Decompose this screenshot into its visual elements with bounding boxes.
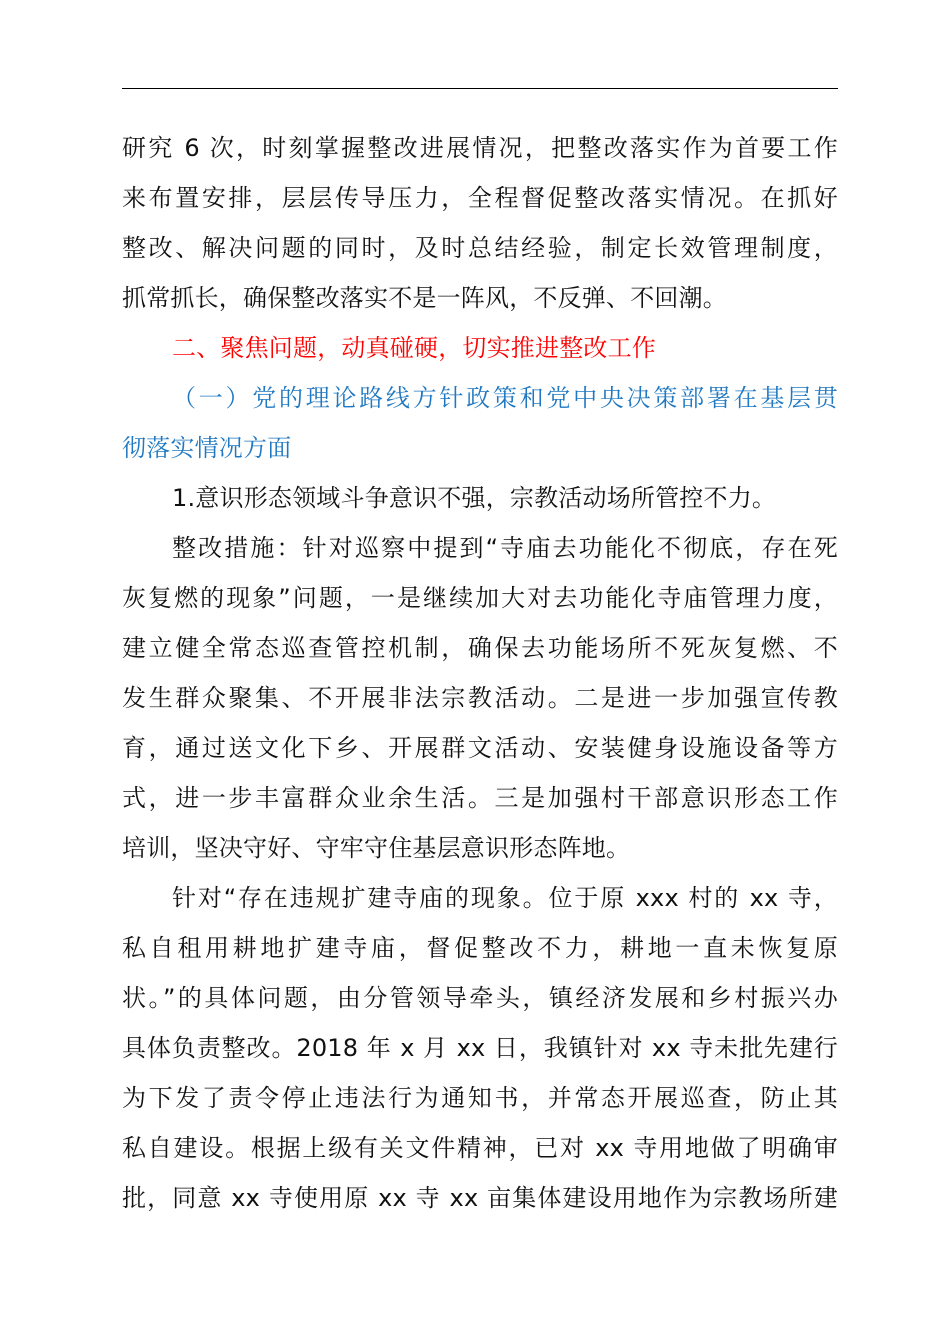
document-body <box>122 123 838 1223</box>
measures-line: 育，通过送文化下乡、开展群文活动、安装健身设施设备等方 <box>122 734 838 762</box>
body-line: 整改、解决问题的同时，及时总结经验，制定长效管理制度， <box>122 234 838 262</box>
body-line: 抓常抓长，确保整改落实不是一阵风，不反弹、不回潮。 <box>122 284 727 312</box>
body-line: 来布置安排，层层传导压力，全程督促整改落实情况。在抓好 <box>122 184 838 212</box>
header-rule <box>122 88 838 89</box>
case-line: 针对“存在违规扩建寺庙的现象。位于原 xxx 村的 xx 寺， <box>172 884 838 912</box>
case-line: 私自租用耕地扩建寺庙，督促整改不力，耕地一直未恢复原 <box>122 934 838 962</box>
case-line: 状。”的具体问题，由分管领导牵头，镇经济发展和乡村振兴办 <box>122 984 838 1012</box>
measures-line: 建立健全常态巡查管控机制，确保去功能场所不死灰复燃、不 <box>122 634 838 662</box>
measures-line: 式，进一步丰富群众业余生活。三是加强村干部意识形态工作 <box>122 784 838 812</box>
measures-line: 发生群众聚集、不开展非法宗教活动。二是进一步加强宣传教 <box>122 684 838 712</box>
subsection-heading-line: 彻落实情况方面 <box>122 434 292 462</box>
item-title: 1.意识形态领域斗争意识不强，宗教活动场所管控不力。 <box>172 484 777 512</box>
section-heading: 二、聚焦问题，动真碰硬，切实推进整改工作 <box>172 334 656 362</box>
case-line: 批，同意 xx 寺使用原 xx 寺 xx 亩集体建设用地作为宗教场所建 <box>122 1184 838 1212</box>
subsection-heading-line: （一）党的理论路线方针政策和党中央决策部署在基层贯 <box>172 384 838 412</box>
measures-line: 灰复燃的现象”问题，一是继续加大对去功能化寺庙管理力度， <box>122 584 838 612</box>
measures-line: 培训，坚决守好、守牢守住基层意识形态阵地。 <box>122 834 631 862</box>
case-line: 具体负责整改。2018 年 x 月 xx 日，我镇针对 xx 寺未批先建行 <box>122 1034 838 1062</box>
body-line: 研究 6 次，时刻掌握整改进展情况，把整改落实作为首要工作 <box>122 134 838 162</box>
measures-line: 整改措施：针对巡察中提到“寺庙去功能化不彻底，存在死 <box>172 534 838 562</box>
case-line: 为下发了责令停止违法行为通知书，并常态开展巡查，防止其 <box>122 1084 838 1112</box>
case-line: 私自建设。根据上级有关文件精神，已对 xx 寺用地做了明确审 <box>122 1134 838 1162</box>
